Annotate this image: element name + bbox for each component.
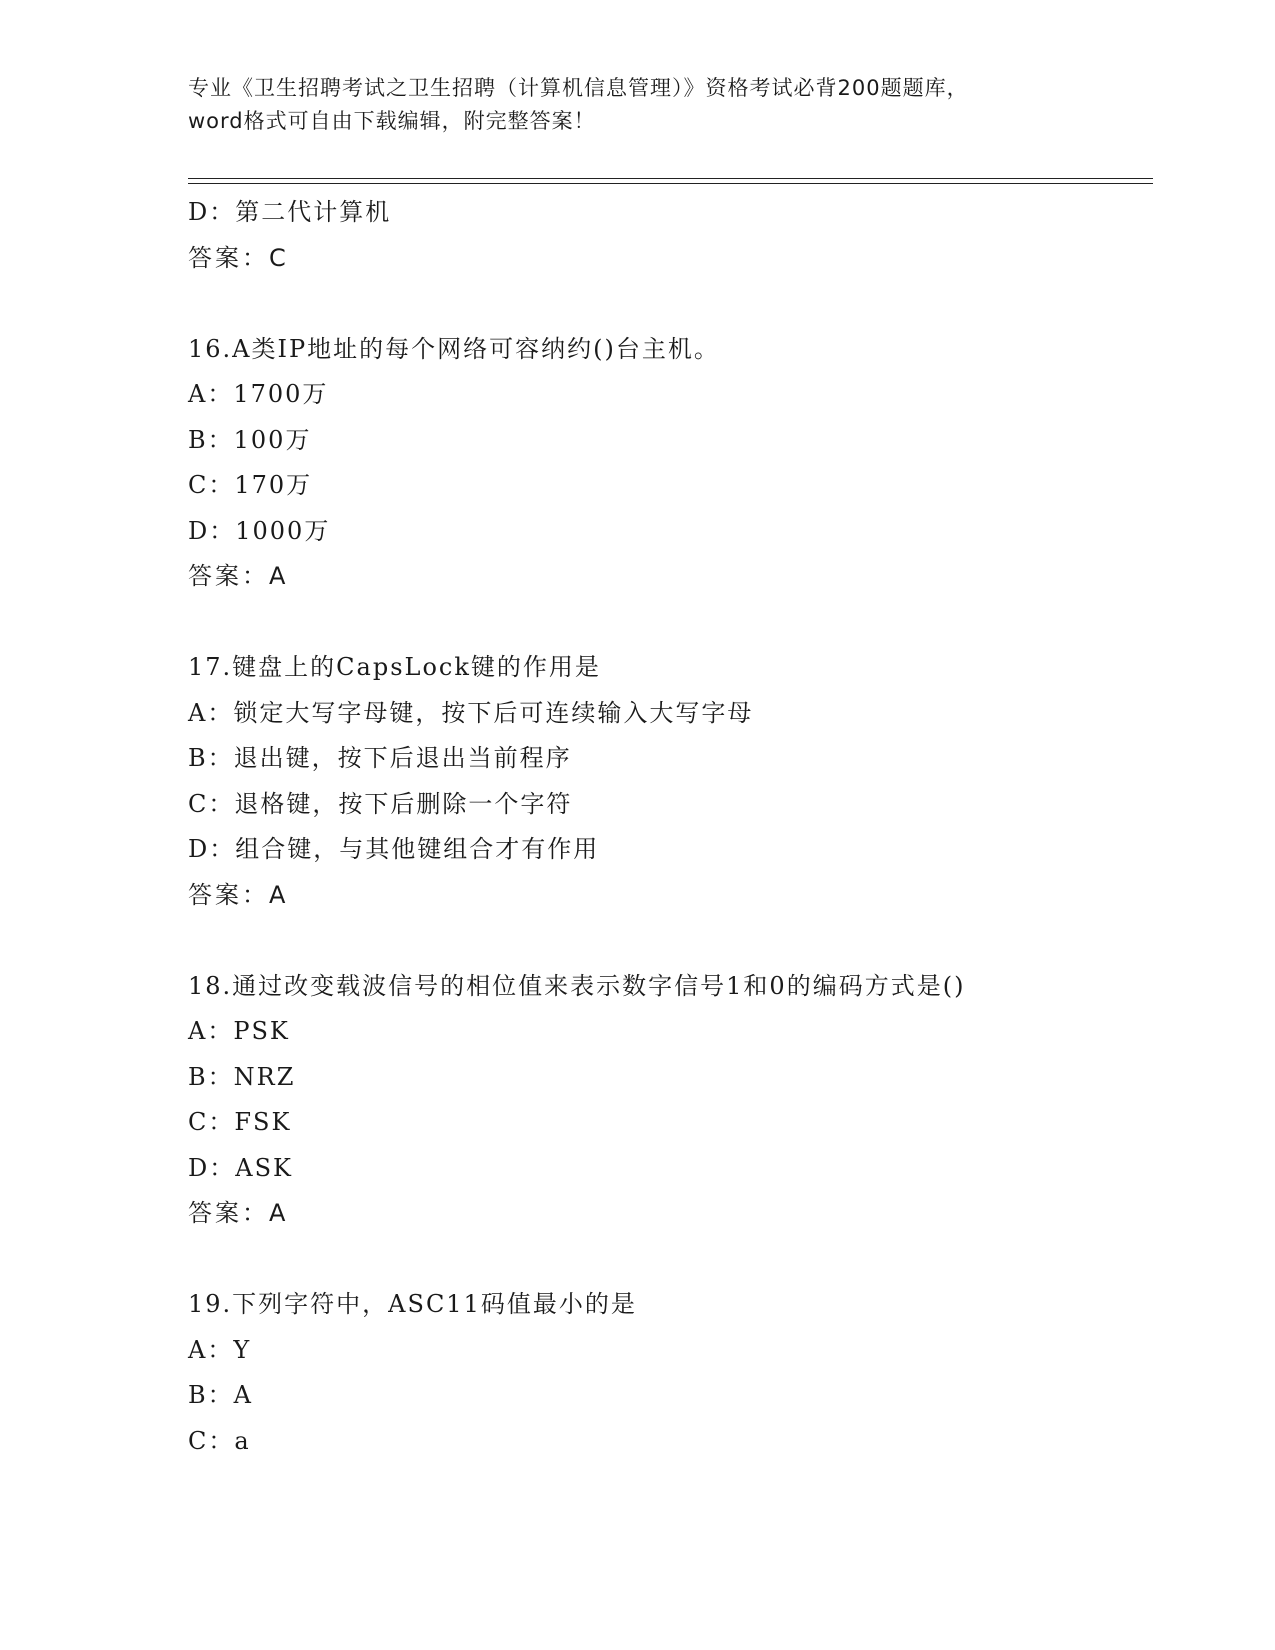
question-17-option-c: C：退格键，按下后删除一个字符 [188, 789, 573, 818]
question-19-option-c: C：a [188, 1426, 251, 1455]
question-16-option-c: C：170万 [188, 471, 313, 499]
question-17-stem: 17.键盘上的CapsLock键的作用是 [188, 653, 601, 681]
question-16-option-d: D：1000万 [188, 516, 331, 545]
prev-option-d: D：第二代计算机 [188, 198, 392, 226]
question-19-stem: 19.下列字符中，ASC11码值最小的是 [188, 1290, 637, 1318]
question-18-option-c: C：FSK [188, 1108, 292, 1136]
question-16-answer: 答案：A [188, 562, 289, 590]
question-list [188, 190, 1153, 1464]
question-16-stem: 16.A类IP地址的每个网络可容纳约()台主机。 [188, 334, 720, 363]
question-18-answer: 答案：A [188, 1199, 289, 1227]
prev-answer: 答案：C [188, 243, 289, 272]
question-19-option-b: B：A [188, 1381, 253, 1409]
question-18-stem: 18.通过改变载波信号的相位值来表示数字信号1和0的编码方式是() [188, 971, 966, 1000]
question-16-option-b: B：100万 [188, 425, 312, 454]
spacer [188, 918, 1153, 964]
header-line-2: word格式可自由下载编辑，附完整答案！ [188, 109, 596, 133]
question-19-option-a: A：Y [188, 1335, 252, 1364]
question-18-option-a: A：PSK [188, 1017, 290, 1045]
header-divider [188, 178, 1153, 184]
question-18-option-b: B：NRZ [188, 1062, 296, 1091]
question-16-option-a: A：1700万 [188, 380, 329, 408]
spacer [188, 1237, 1153, 1283]
document-header [188, 72, 1153, 138]
question-17-option-a: A：锁定大写字母键，按下后可连续输入大写字母 [188, 698, 754, 727]
header-line-1: 专业《卫生招聘考试之卫生招聘（计算机信息管理）》资格考试必背200题题库， [188, 76, 969, 100]
spacer [188, 281, 1153, 327]
question-17-option-d: D：组合键，与其他键组合才有作用 [188, 835, 600, 863]
question-17-answer: 答案：A [188, 880, 289, 909]
question-17-option-b: B：退出键，按下后退出当前程序 [188, 744, 572, 772]
question-18-option-d: D：ASK [188, 1153, 293, 1182]
spacer [188, 600, 1153, 646]
